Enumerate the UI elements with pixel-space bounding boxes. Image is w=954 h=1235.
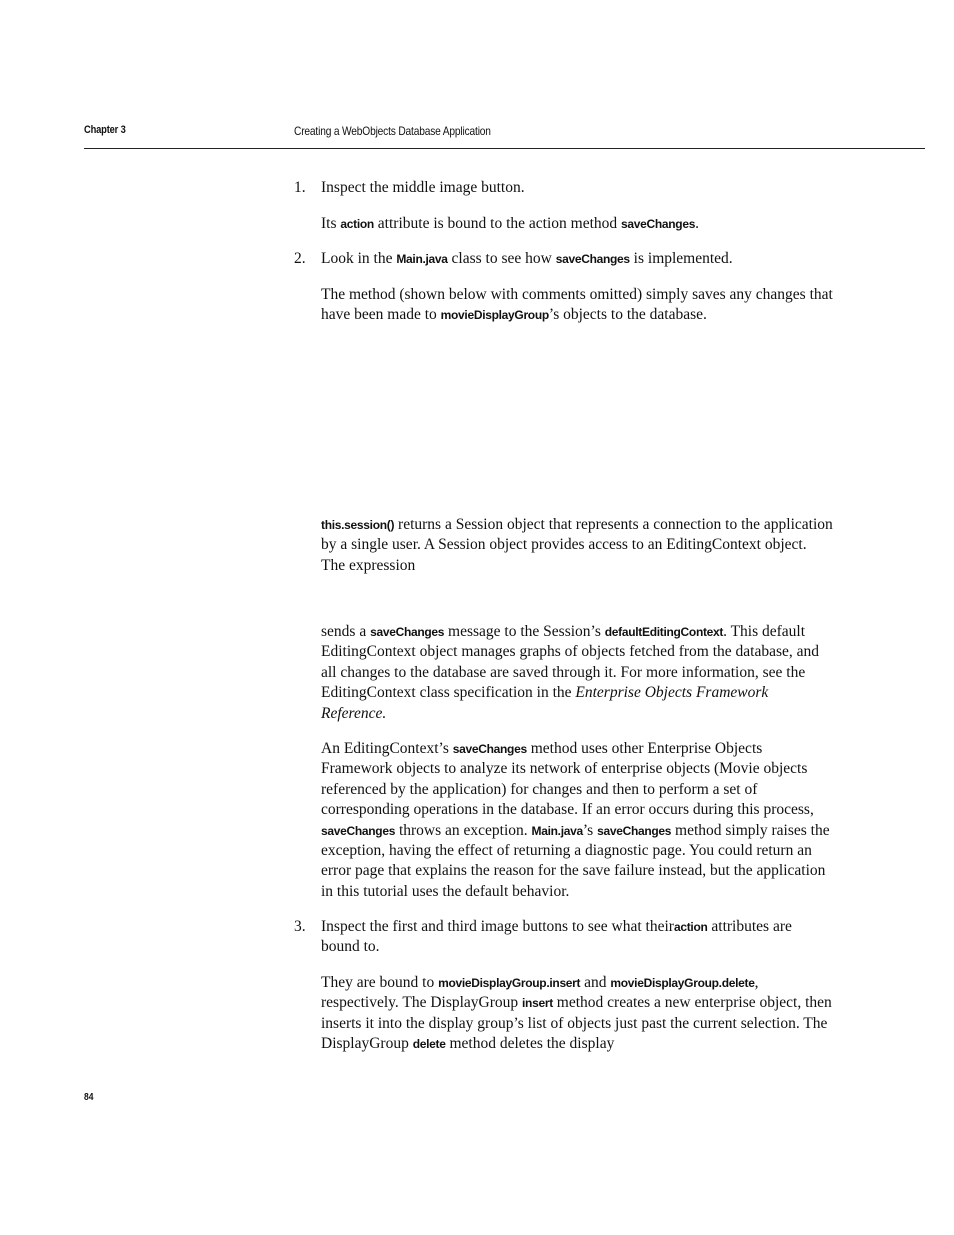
reference-title: Enterprise Objects Framework Reference	[321, 684, 769, 722]
code-insert: insert	[522, 996, 553, 1011]
code-moviedisplaygroup: movieDisplayGroup	[440, 308, 549, 323]
chapter-title: Creating a WebObjects Database Application	[294, 124, 491, 138]
step-1-number: 1.	[294, 179, 306, 196]
step-1-detail: Its action attribute is bound to the action method saveChanges.	[321, 215, 699, 232]
editing-context-paragraph: An EditingContext’s saveChanges method uses other Enterprise Objects Framework objects to analyze its network of enterprise objects (Movie objects referenced by the application) for changes and then to perform a set of corresponding operations in the database. If an error occurs during this process, saveChanges throws an exception. Main.java’s saveChanges method simply raises the exception, having the effect of returning a diagnostic page. You could return an error page that explains the reason for the save failure instead, but the application in this tutorial uses the default behavior.	[321, 740, 830, 900]
code-defaulteditingcontext: defaultEditingContext	[604, 625, 724, 639]
step-2-number: 2.	[294, 250, 306, 267]
code-main-java: Main.java	[531, 823, 583, 838]
sends-paragraph: sends a saveChanges message to the Session’s defaultEditingContext. This default EditingContext object manages graphs of objects fetched from the database, and all changes to the database are saved through it. For more information, see the EditingContext class specification in the Enterprise Objects Framework Reference.	[321, 623, 819, 722]
code-savechanges: saveChanges	[452, 742, 527, 756]
step-3-number: 3.	[294, 918, 306, 935]
code-main-java: Main.java	[396, 252, 448, 266]
code-delete: delete	[412, 1037, 446, 1052]
session-paragraph: this.session() returns a Session object that represents a connection to the application by a single user. A Session object provides access to an EditingContext object. The expression	[321, 516, 833, 574]
code-savechanges: saveChanges	[555, 252, 630, 266]
code-insert-binding: movieDisplayGroup.insert	[438, 976, 581, 990]
page-number: 84	[84, 1092, 94, 1103]
code-this-session: this.session()	[321, 518, 395, 532]
step-3-text: Inspect the first and third image buttons to see what theiraction attributes are bound to.	[321, 918, 792, 956]
running-header	[84, 124, 925, 149]
step-1-text: Inspect the middle image button.	[321, 179, 525, 196]
chapter-label: Chapter 3	[84, 124, 126, 136]
code-savechanges: saveChanges	[321, 823, 396, 838]
step-3-detail: They are bound to movieDisplayGroup.insert and movieDisplayGroup.delete, respectively. The DisplayGroup insert method creates a new enterprise object, then inserts it into the display group’s list of objects just past the current selection. The DisplayGroup delete method deletes the display	[321, 974, 832, 1053]
code-savechanges: saveChanges	[597, 823, 672, 838]
code-action: action	[673, 920, 708, 934]
step-2-text: Look in the Main.java class to see how saveChanges is implemented.	[321, 250, 733, 267]
code-savechanges: saveChanges	[621, 217, 696, 231]
code-action: action	[340, 217, 374, 231]
step-2-detail: The method (shown below with comments omitted) simply saves any changes that have been made to movieDisplayGroup’s objects to the database.	[321, 286, 833, 324]
code-savechanges: saveChanges	[370, 625, 445, 639]
code-delete-binding: movieDisplayGroup.delete	[610, 976, 755, 990]
